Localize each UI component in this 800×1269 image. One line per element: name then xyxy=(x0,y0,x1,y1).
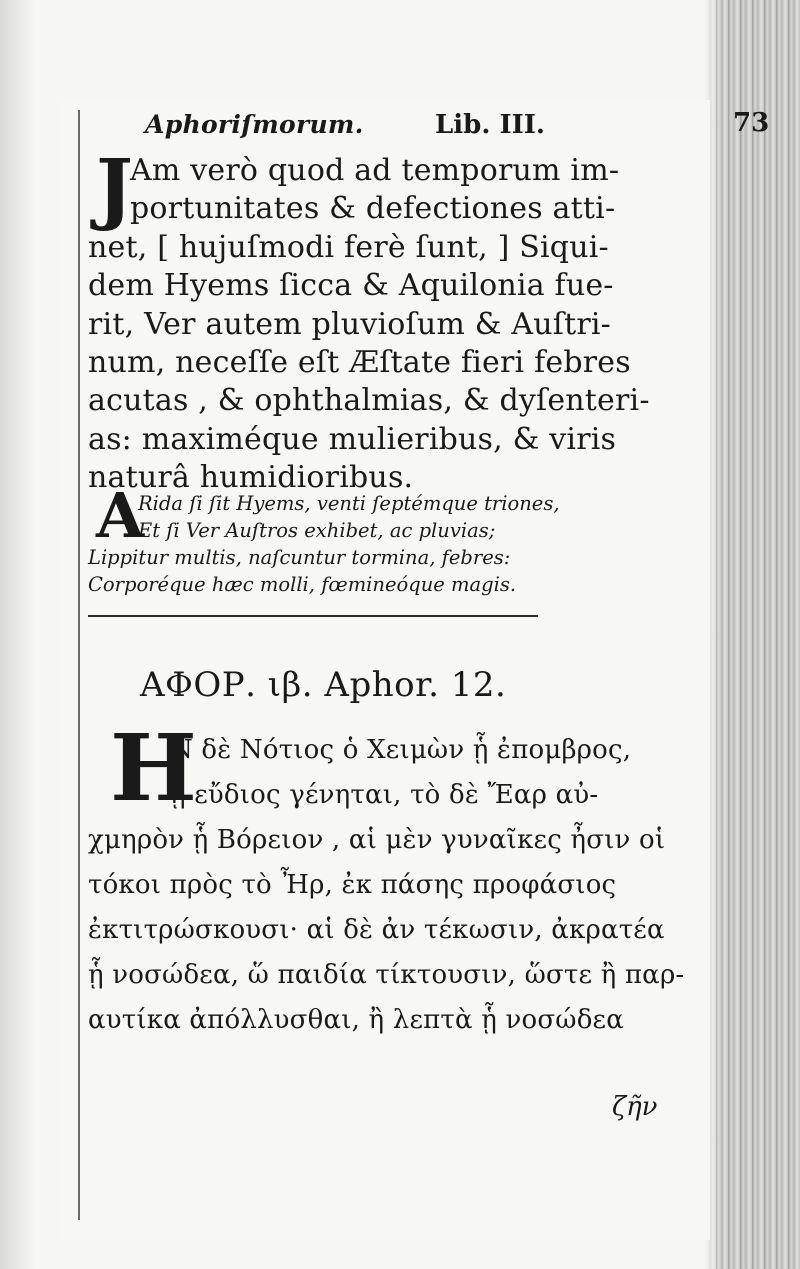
latin-line: as: maximéque mulieribus, & viris xyxy=(88,421,617,457)
greek-drop-initial: Η xyxy=(110,714,197,822)
verse-line: Corporéque hæc molli, fœmineóque magis. xyxy=(88,573,517,596)
verse-line: Rida ſi ſit Hyems, venti ſeptémque triones, xyxy=(138,492,560,515)
section-divider xyxy=(88,615,538,617)
latin-line: rit, Ver autem pluvioſum & Auſtri- xyxy=(88,306,611,342)
margin-rule xyxy=(78,110,80,1220)
greek-line: ᾗ εὔδιος γένηται, τὸ δὲ Ἔαρ αὐ- xyxy=(170,780,599,810)
latin-line: naturâ humidioribus. xyxy=(88,460,414,496)
page-number: 73 xyxy=(733,108,770,138)
greek-line: ἐκτιτρώσκουσι· αἱ δὲ ἀν τέκωσιν, ἀκρατέα xyxy=(88,915,665,945)
latin-line: acutas , & ophthalmias, & dyſenteri- xyxy=(88,383,650,419)
latin-line: num, neceſſe eſt Æſtate fieri febres xyxy=(88,345,631,381)
aphorism-heading: ΑΦΟΡ. ιβ. Aphor. 12. xyxy=(140,665,507,705)
commentary-drop-initial: A xyxy=(96,479,145,552)
running-head xyxy=(115,108,770,152)
latin-line: Am verò quod ad temporum im- xyxy=(130,153,620,188)
catchword: ζῆν xyxy=(612,1092,658,1122)
latin-line: portunitates & defectiones atti- xyxy=(130,191,616,227)
greek-line: τόκοι πρὸς τὸ Ἦρ, ἐκ πάσης προφάσιος xyxy=(88,870,617,900)
greek-line: αυτίκα ἀπόλλυσθαι, ἢ λεπτὰ ᾗ νοσώδεα xyxy=(88,1005,624,1035)
greek-line: ᾗ νοσώδεα, ὥ παιδία τίκτουσιν, ὥστε ἢ παρ- xyxy=(88,960,685,990)
latin-drop-initial: J xyxy=(96,143,133,234)
verse-line: Lippitur multis, naſcuntur tormina, febres: xyxy=(88,546,511,569)
greek-line: Ν δὲ Νότιος ὁ Χειμὼν ᾗ ἐπομβρος, xyxy=(170,735,632,765)
latin-line: net, [ hujuſmodi ferè ſunt, ] Siqui- xyxy=(88,229,609,265)
verse-commentary xyxy=(88,479,698,598)
greek-line: χμηρὸν ᾗ Βόρειον , αἱ μὲν γυναῖκες ἦσιν οἱ xyxy=(88,825,666,855)
book-page-edges xyxy=(704,0,800,1269)
latin-text-block xyxy=(88,143,703,498)
scan-left-edge xyxy=(0,0,36,1269)
latin-line: dem Hyems ſicca & Aquilonia fue- xyxy=(88,268,614,304)
running-head-title: Aphoriſmorum. xyxy=(145,110,364,139)
verse-line: Et ſi Ver Auſtros exhibet, ac pluvias; xyxy=(138,519,496,542)
running-head-book: Lib. III. xyxy=(435,110,545,140)
greek-text-block xyxy=(88,714,708,1043)
